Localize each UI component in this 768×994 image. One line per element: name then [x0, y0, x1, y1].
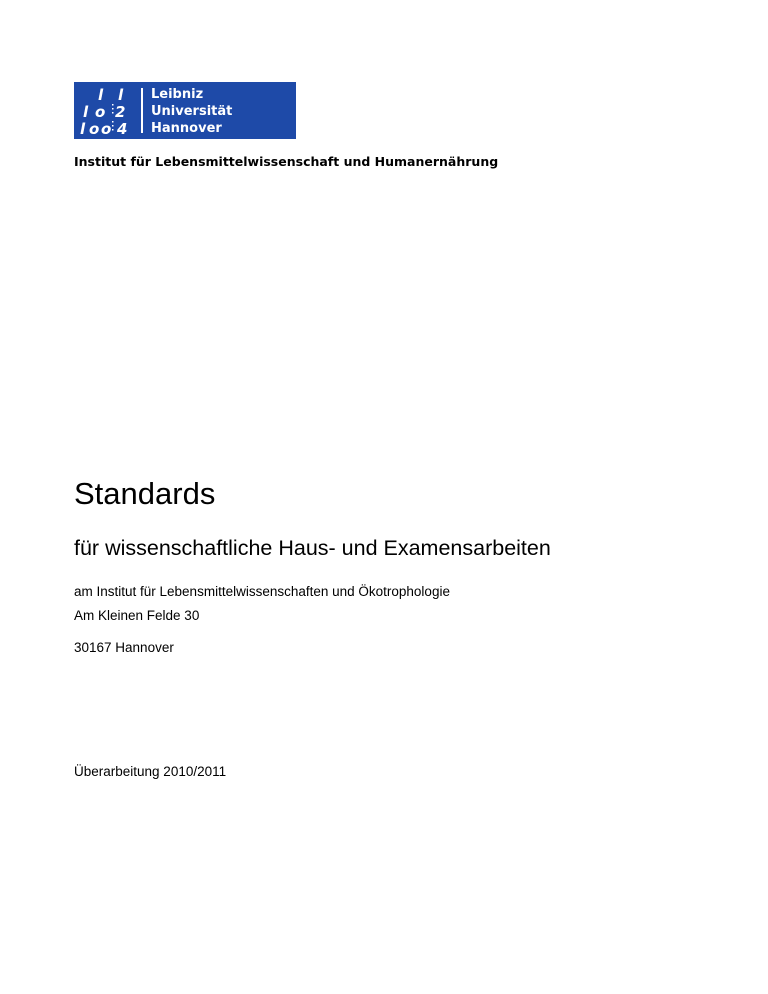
- document-subtitle: für wissenschaftliche Haus- und Examensarbeiten: [74, 536, 551, 560]
- address-line-street: Am Kleinen Felde 30: [74, 608, 200, 623]
- logo-text-line: Universität: [151, 104, 233, 119]
- logo-digit: o: [89, 120, 100, 138]
- logo-digit: o: [101, 120, 112, 138]
- logo-digit: l: [83, 103, 89, 121]
- revision-note: Überarbeitung 2010/2011: [74, 764, 227, 779]
- logo-digit: 4: [117, 120, 128, 138]
- logo-text-line: Hannover: [151, 121, 222, 136]
- luh-logo-icon: [74, 82, 140, 139]
- logo-divider: [141, 88, 143, 133]
- university-logo: [74, 82, 296, 139]
- institute-name: Institut für Lebensmittelwissenschaft und Humanernährung: [74, 154, 499, 169]
- logo-digit: l: [98, 86, 104, 104]
- document-title: Standards: [74, 476, 216, 511]
- logo-digit: 2: [115, 103, 126, 121]
- logo-wordmark: [151, 86, 232, 137]
- logo-digit: l: [80, 120, 86, 138]
- address-line-institute: am Institut für Lebensmittelwissenschaften und Ökotrophologie: [74, 584, 450, 599]
- logo-text-line: Leibniz: [151, 87, 204, 102]
- address-line-city: 30167 Hannover: [74, 640, 174, 655]
- logo-digit: l: [118, 86, 124, 104]
- logo-digit: o: [95, 103, 106, 121]
